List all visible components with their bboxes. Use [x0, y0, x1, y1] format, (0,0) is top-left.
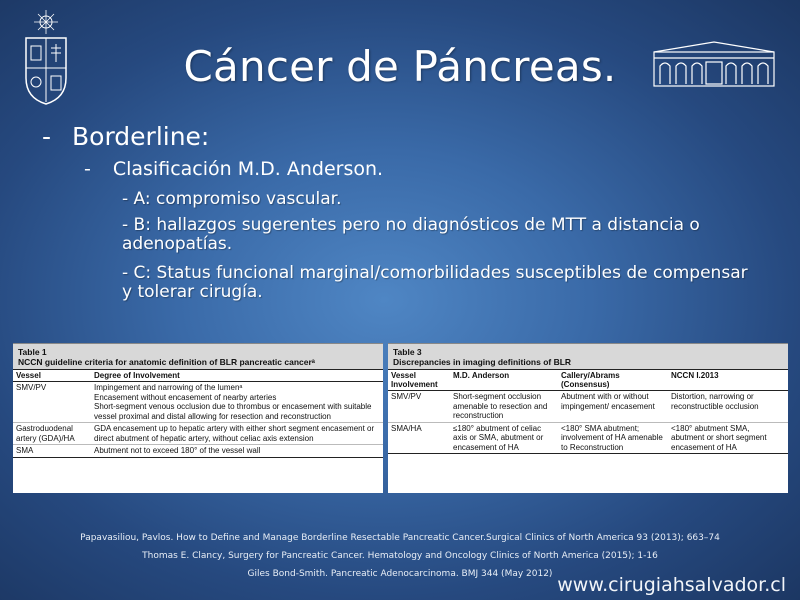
table-label: Table 3 — [393, 347, 422, 357]
bullet-level3-b: - B: hallazgos sugerentes pero no diagnósticos de MTT a distancia o adenopatías. — [122, 215, 700, 254]
nccn-criteria-table — [13, 343, 383, 493]
table-title: Discrepancies in imaging definitions of BLR — [393, 357, 572, 367]
table-caption — [13, 343, 383, 369]
imaging-discrepancies-table — [388, 343, 788, 493]
table-cell — [91, 382, 381, 422]
reference-2: Thomas E. Clancy, Surgery for Pancreatic Cancer. Hematology and Oncology Clinics of North America (2015); 1-16 — [142, 551, 658, 561]
bullet-marker: - — [42, 122, 52, 151]
table-cell: Gastroduodenal artery (GDA)/HA — [16, 424, 75, 443]
table-cell: Abutment with or without impingement/ encasement — [561, 392, 655, 411]
bullet-level3-a: - A: compromiso vascular. — [122, 189, 342, 209]
column-header: Callery/Abrams (Consensus) — [561, 371, 620, 389]
table-cell: Short-segment occlusion amenable to resection and reconstruction — [453, 392, 548, 420]
table-cell: SMA/HA — [391, 423, 422, 433]
bullet-marker: - — [84, 158, 91, 180]
table-cell: Distortion, narrowing or reconstructible occlusion — [671, 392, 759, 411]
column-header: NCCN I.2013 — [671, 371, 719, 380]
cell-line: Short-segment venous occlusion due to thrombus or encasement with suitable vessel proximal and distal allowing for resection and reconstruction — [94, 402, 372, 421]
reference-1: Papavasiliou, Pavlos. How to Define and Manage Borderline Resectable Pancreatic Cancer.Surgical Clinics of North America 93 (2013); 663–74 — [80, 533, 720, 543]
table-header-row — [388, 369, 788, 391]
table-row — [13, 382, 383, 423]
bullet-level2-text: Clasificación M.D. Anderson. — [112, 158, 384, 180]
table-title: NCCN guideline criteria for anatomic definition of BLR pancreatic cancerᵃ — [18, 357, 315, 367]
table-label: Table 1 — [18, 347, 47, 357]
table-cell: SMV/PV — [391, 392, 422, 401]
column-header: Vessel — [16, 371, 41, 380]
cell-line: Encasement without encasement of nearby arteries — [94, 392, 277, 402]
bullet-level3-c: - C: Status funcional marginal/comorbilidades susceptibles de compensar y tolerar cirugía. — [122, 263, 748, 302]
table-row — [388, 423, 788, 455]
column-header: Vessel Involvement — [391, 371, 438, 389]
table-caption — [388, 343, 788, 369]
table-row — [13, 423, 383, 445]
table-cell: ≤180° abutment of celiac axis or SMA, abutment or encasement of HA — [453, 423, 544, 452]
column-header: M.D. Anderson — [453, 371, 510, 380]
table-header-row — [13, 369, 383, 382]
column-header: Degree of Involvement — [94, 371, 180, 380]
cell-line: Impingement and narrowing of the lumenᵃ — [94, 383, 243, 392]
table-row — [13, 445, 383, 458]
bullet-level1-text: Borderline: — [72, 122, 210, 151]
footer-url: www.cirugiahsalvador.cl — [557, 574, 786, 596]
table-row — [388, 391, 788, 423]
table-cell: SMA — [16, 446, 34, 455]
table-cell: <180° SMA abutment; involvement of HA amenable to Reconstruction — [561, 423, 663, 452]
table-cell: SMV/PV — [16, 383, 47, 392]
table-cell: Abutment not to exceed 180° of the vessel wall — [94, 446, 261, 455]
table-cell: GDA encasement up to hepatic artery with either short segment encasement or direct abutment of hepatic artery, without celiac axis extension — [94, 424, 375, 443]
reference-3: Giles Bond-Smith. Pancreatic Adenocarcinoma. BMJ 344 (May 2012) — [247, 569, 553, 579]
slide-title: Cáncer de Páncreas. — [183, 42, 617, 91]
bullet-level2 — [84, 158, 383, 180]
table-cell: <180° abutment SMA, abutment or short segment encasement of HA — [671, 423, 767, 452]
